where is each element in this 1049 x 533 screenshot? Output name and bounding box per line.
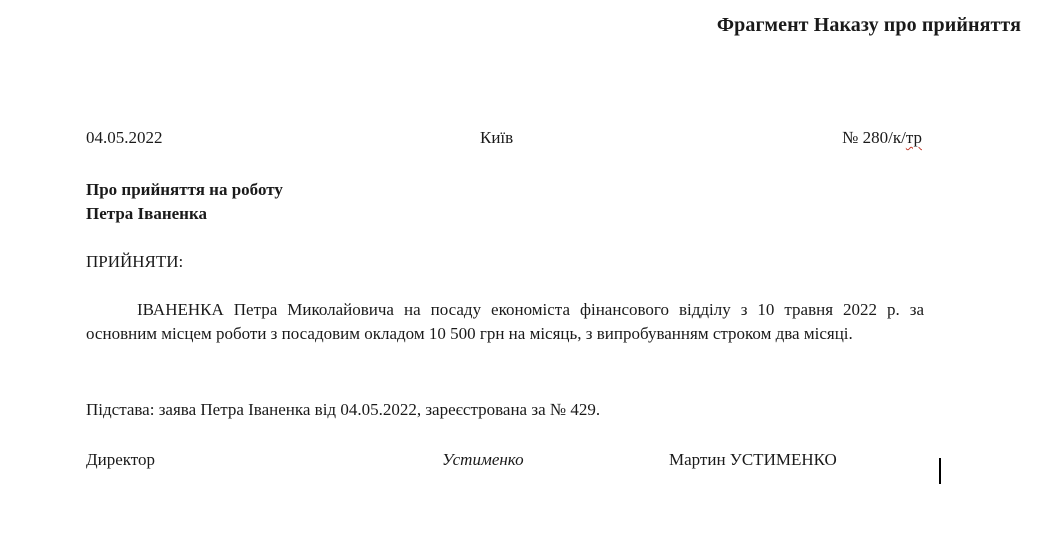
signature-row	[86, 450, 922, 474]
order-number	[842, 128, 922, 148]
order-city: Київ	[480, 128, 514, 147]
handwritten-signature: Устименко	[442, 450, 524, 469]
order-subject-line-2: Петра Іваненка	[86, 204, 208, 223]
decision-word: ПРИЙНЯТИ:	[86, 252, 184, 271]
order-number-suffix: тр	[905, 128, 922, 147]
signatory-name: Мартин УСТИМЕНКО	[669, 450, 837, 469]
text-cursor	[939, 458, 941, 484]
document-caption: Фрагмент Наказу про прийняття	[716, 14, 1021, 36]
order-subject	[86, 178, 283, 226]
signatory-position: Директор	[86, 450, 155, 469]
order-body-paragraph: ІВАНЕНКА Петра Миколайовича на посаду економіста фінансового відділу з 10 травня 2022 р. за основним місцем роботи з посадовим окладом 10 500 грн на місяць, з випробуванням строком два місяці.	[86, 300, 924, 343]
order-header-row	[86, 128, 922, 152]
order-basis: Підстава: заява Петра Іваненка від 04.05.2022, зареєстрована за № 429.	[86, 400, 601, 419]
order-date: 04.05.2022	[86, 128, 163, 147]
order-number-prefix: № 280/к/	[842, 128, 906, 147]
order-subject-line-1: Про прийняття на роботу	[86, 180, 283, 199]
